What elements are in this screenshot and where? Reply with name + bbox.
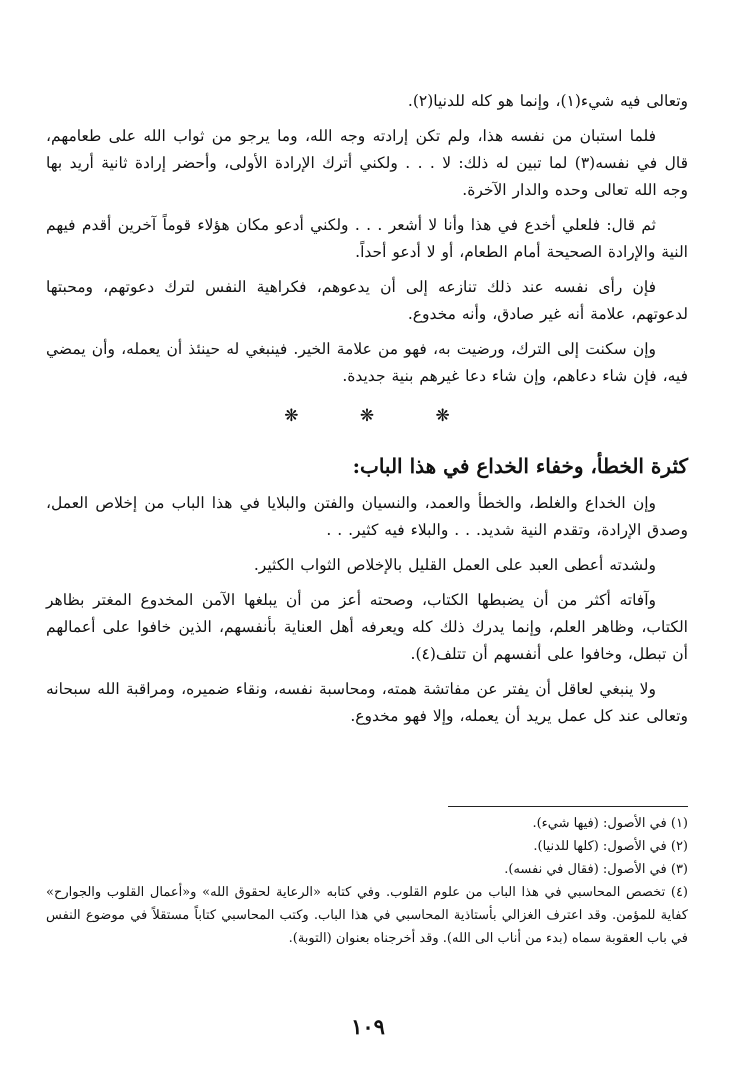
page-number: ١٠٩ xyxy=(351,1014,385,1039)
paragraph: وإن سكنت إلى الترك، ورضيت به، فهو من علامة الخير. فينبغي له حينئذ أن يعمله، وأن يمضي فيه، فإن شاء دعاهم، وإن شاء دعا غيرهم بنية جديدة. xyxy=(46,340,688,385)
paragraph: فلما استبان من نفسه هذا، ولم تكن إرادته وجه الله، وما يرجو من ثواب الله على طعامهم، قال في نفسه(٣) لما تبين له ذلك: لا . . . ولكني أترك الإرادة الأولى، وأحضر إرادة ثانية أريد بها وجه الله تعالى وحده والدار الآخرة. xyxy=(46,127,688,199)
paragraph: وآفاته أكثر من أن يضبطها الكتاب، وصحته أعز من أن يبلغها الآمن المخدوع المغتر بظاهر الكتاب، وظاهر العلم، وإنما يدرك ذلك كله ويعرفه أهل العناية بأنفسهم، الذين خافوا على أعمالهم أن تبطل، وخافوا على أنفسهم أن تتلف(٤). xyxy=(46,591,688,663)
paragraph: وإن الخداع والغلط، والخطأ والعمد، والنسيان والفتن والبلايا في هذا الباب من إخلاص العمل، وصدق الإرادة، وتقدم النية شديد. . . والبلاء فيه كثير. . . xyxy=(46,494,688,539)
paragraph: ولا ينبغي لعاقل أن يفتر عن مفاتشة همته، ومحاسبة نفسه، ونقاء ضميره، ومراقبة الله سبحانه وتعالى عند كل عمل يريد أن يعمله، وإلا فهو مخدوع. xyxy=(46,680,688,725)
footnote-divider xyxy=(448,806,688,807)
paragraph: ولشدته أعطى العبد على العمل القليل بالإخلاص الثواب الكثير. xyxy=(253,556,656,574)
paragraph: فإن رأى نفسه عند ذلك تنازعه إلى أن يدعوهم، فكراهية النفس لترك دعوتهم، ومحبتها لدعوتهم، علامة أنه غير صادق، وأنه مخدوع. xyxy=(46,278,688,323)
footnote-4: (٤) تخصص المحاسبي في هذا الباب من علوم القلوب. وفي كتابه «الرعاية لحقوق الله» و«أعمال القلوب والجوارح» كفاية للمؤمن. وقد اعترف الغزالي بأستاذية المحاسبي في هذا الباب. وكتب المحاسبي كتاباً مستقلاً في موضوع النفس في باب العقوبة سماه (بدء من أناب الى الله). وقد أخرجناه بعنوان (التوبة). xyxy=(46,885,688,946)
footnote-3: (٣) في الأصول: (فقال في نفسه). xyxy=(504,862,688,877)
paragraph-continuation: وتعالى فيه شيء(١)، وإنما هو كله للدنيا(٢). xyxy=(407,92,688,110)
footnote-2: (٢) في الأصول: (كلها للدنيا). xyxy=(533,839,688,854)
section-heading: كثرة الخطأ، وخفاء الخداع في هذا الباب: xyxy=(352,454,688,478)
footnote-1: (١) في الأصول: (فيها شيء). xyxy=(532,816,688,831)
main-text xyxy=(46,88,688,730)
section-separator-asterisks: ❋ ❋ ❋ xyxy=(284,406,478,426)
paragraph: ثم قال: فلعلي أخدع في هذا وأنا لا أشعر . . . ولكني أدعو مكان هؤلاء قوماً آخرين أقدم فيهم النية والإرادة الصحيحة أمام الطعام، أو لا أدعو أحداً. xyxy=(46,216,688,261)
footnotes xyxy=(46,812,688,950)
